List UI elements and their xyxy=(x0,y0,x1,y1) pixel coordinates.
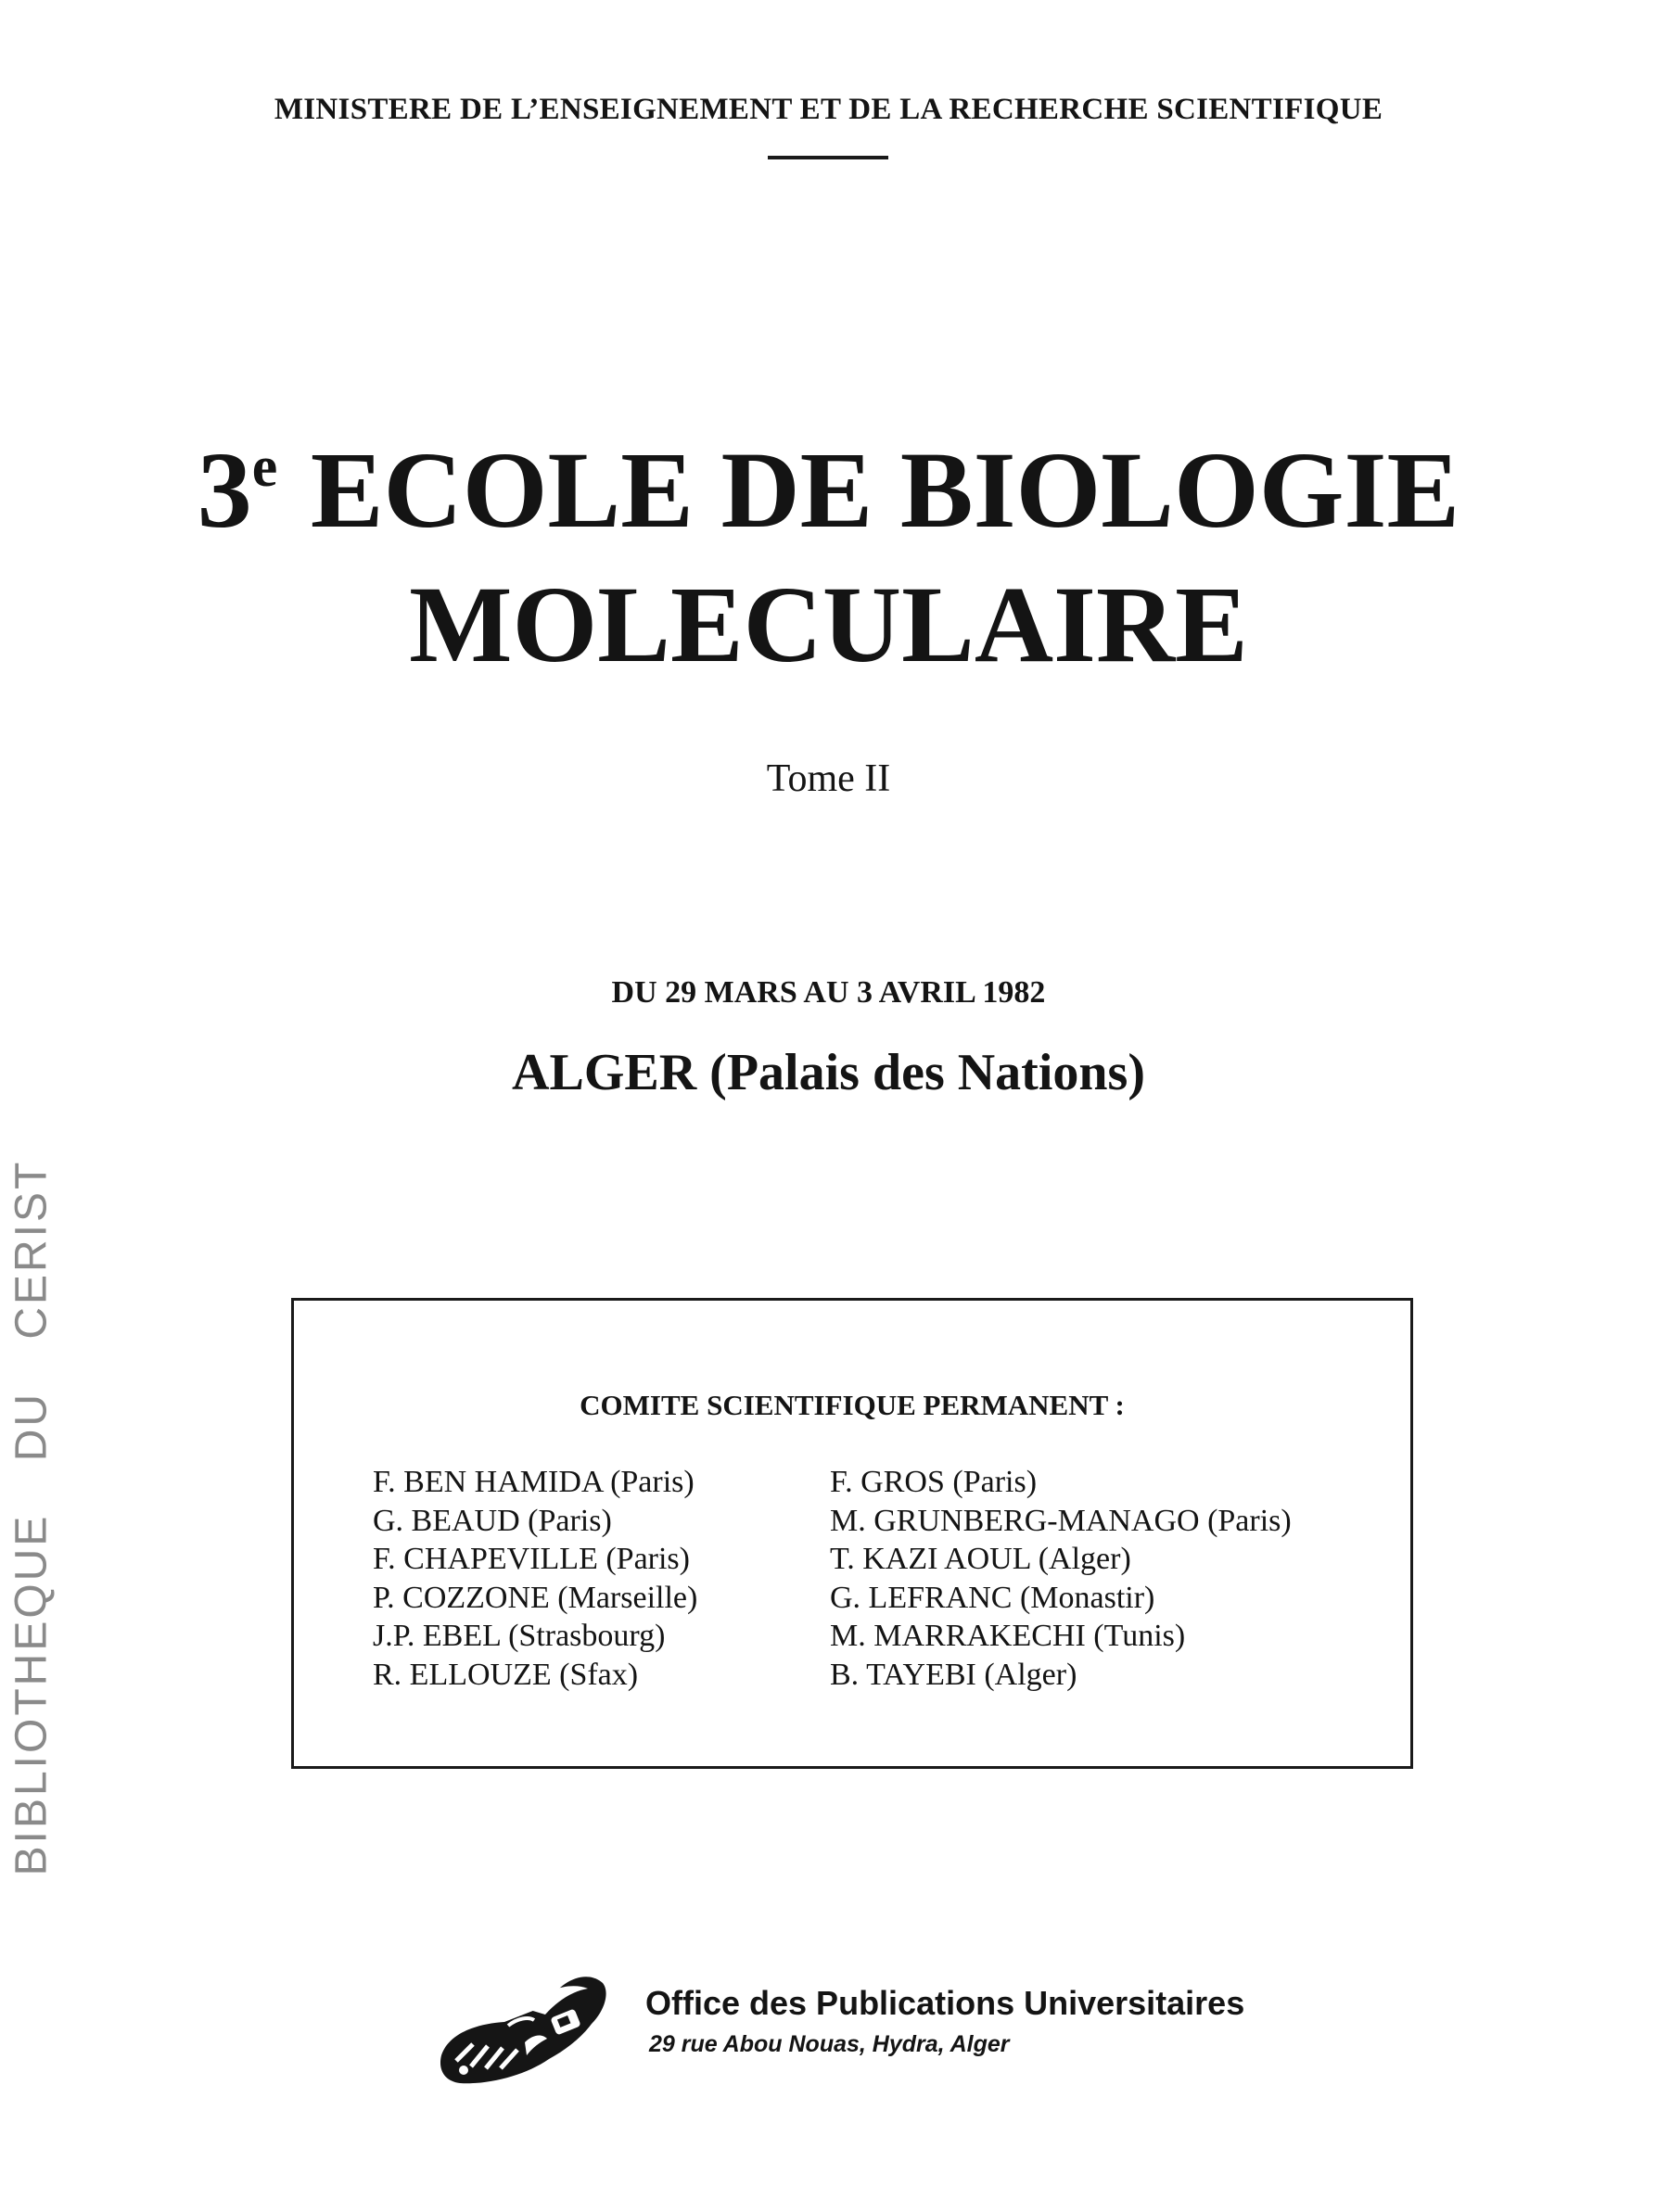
title-main: ECOLE DE BIOLOGIE xyxy=(310,429,1460,551)
committee-right-column xyxy=(830,1463,1292,1694)
title-line-2: MOLECULAIRE xyxy=(409,564,1248,685)
title-line-1 xyxy=(0,429,1657,551)
committee-member: M. GRUNBERG-MANAGO (Paris) xyxy=(830,1503,1292,1538)
committee-member: R. ELLOUZE (Sfax) xyxy=(373,1657,639,1692)
header-divider xyxy=(768,156,888,159)
committee-member: G. LEFRANC (Monastir) xyxy=(830,1580,1155,1615)
title-ordinal-suffix: e xyxy=(251,436,278,499)
opu-logo-icon xyxy=(436,1970,610,2089)
committee-member: M. MARRAKECHI (Tunis) xyxy=(830,1619,1186,1653)
committee-member: F. GROS (Paris) xyxy=(830,1465,1038,1499)
committee-member: J.P. EBEL (Strasbourg) xyxy=(373,1619,666,1653)
committee-left-column xyxy=(373,1463,697,1694)
committee-member: P. COZZONE (Marseille) xyxy=(373,1580,698,1615)
committee-member: F. CHAPEVILLE (Paris) xyxy=(373,1542,690,1576)
committee-member: F. BEN HAMIDA (Paris) xyxy=(373,1465,695,1499)
volume-label: Tome II xyxy=(766,757,891,800)
event-dates: DU 29 MARS AU 3 AVRIL 1982 xyxy=(611,975,1046,1010)
publisher-name: Office des Publications Universitaires xyxy=(645,1984,1245,2022)
ministry-header: MINISTERE DE L’ENSEIGNEMENT ET DE LA RECHERCHE SCIENTIFIQUE xyxy=(274,93,1383,126)
event-place: ALGER (Palais des Nations) xyxy=(512,1044,1145,1101)
committee-member: B. TAYEBI (Alger) xyxy=(830,1657,1077,1692)
committee-member: T. KAZI AOUL (Alger) xyxy=(830,1542,1131,1576)
library-stamp-text: BIBLIOTHEQUE DU CERIST xyxy=(6,1159,57,1876)
committee-member: G. BEAUD (Paris) xyxy=(373,1503,612,1538)
committee-heading: COMITE SCIENTIFIQUE PERMANENT : xyxy=(580,1389,1125,1421)
title-ordinal: 3 xyxy=(197,429,252,551)
publisher-address: 29 rue Abou Nouas, Hydra, Alger xyxy=(649,2031,1010,2057)
